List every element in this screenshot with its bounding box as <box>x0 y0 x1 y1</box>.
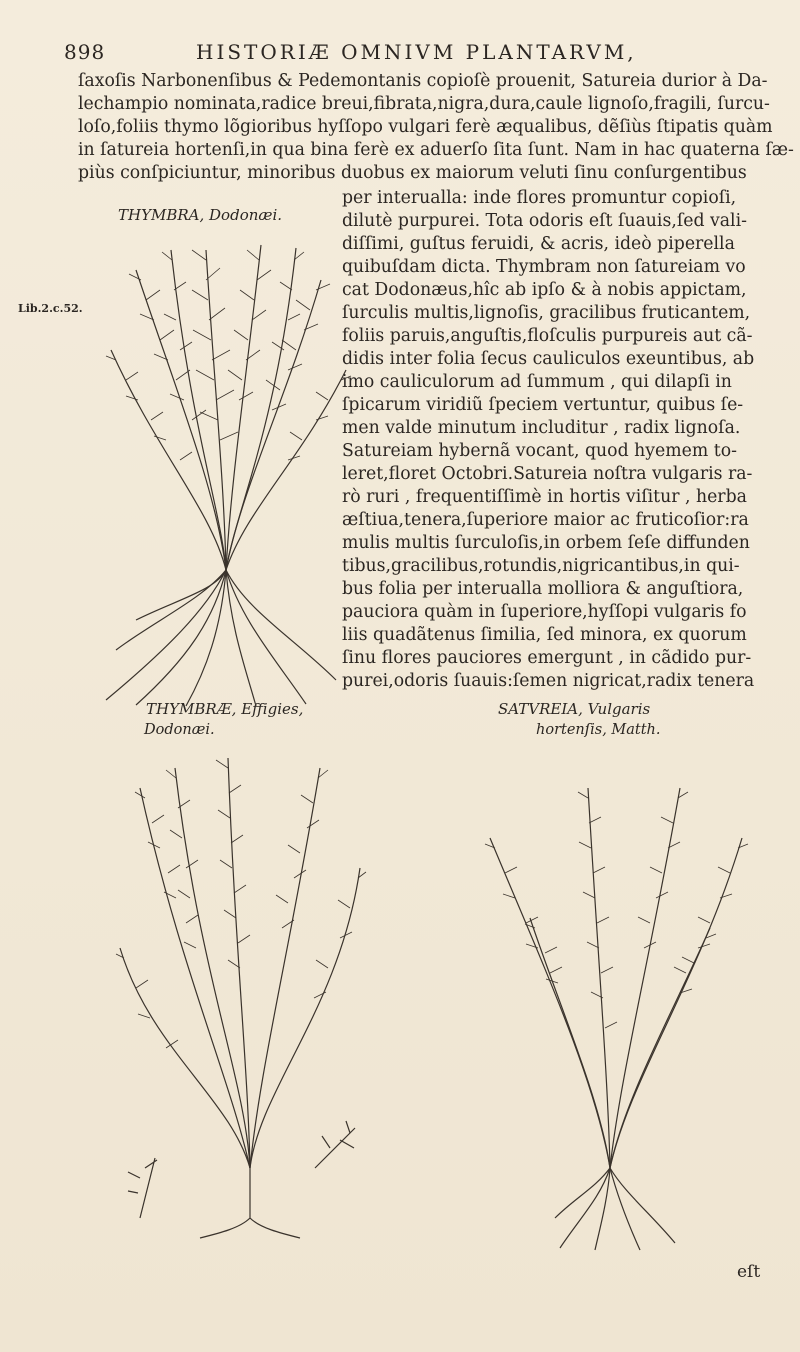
text-line: ſpicarum viridiũ ſpeciem vertuntur, quibus ſe- <box>342 395 744 415</box>
text-line: æſtiua,tenera,ſuperiore maior ac fruticoſior:ra <box>342 510 749 530</box>
text-line: quibuſdam dicta. Thymbram non ſatureiam vo <box>342 257 746 277</box>
text-line: per interualla: inde flores promuntur copioſi, <box>342 188 737 208</box>
text-line: cat Dodonæus,hîc ab ipſo & à nobis appictam, <box>342 280 747 300</box>
text-line: tibus,gracilibus,rotundis,nigricantibus,in qui- <box>342 556 740 576</box>
text-line: ſurculis multis,lignoſis, gracilibus fruticantem, <box>342 303 751 323</box>
figure-caption-satureia: SATVREIA, Vulgaris <box>498 700 651 718</box>
text-line: dilutè purpurei. Tota odoris eſt ſuauis,ſed vali- <box>342 211 747 231</box>
text-line: purei,odoris ſuauis:ſemen nigricat,radix tenera <box>342 671 755 691</box>
text-line: leret,floret Octobri.Satureia noſtra vulgaris ra- <box>342 464 753 484</box>
figure-caption-effigies: THYMBRÆ, Effigies, <box>146 700 304 718</box>
running-title: HISTORIÆ OMNIVM PLANTARVM, <box>196 40 637 64</box>
figure-caption-thymbra: THYMBRA, Dodonæi. <box>118 206 283 224</box>
text-line: piùs conſpiciuntur, minoribus duobus ex maiorum veluti ſinu conſurgentibus <box>78 163 747 183</box>
figure-caption-satureia-author: hortenſis, Matth. <box>536 722 661 738</box>
text-line: mulis multis ſurculoſis,in orbem ſeſe diffunden <box>342 533 750 553</box>
text-line: foliis paruis,anguſtis,floſculis purpureis aut cã- <box>342 326 753 346</box>
text-line: liis quadãtenus ſimilia, ſed minora, ex quorum <box>342 625 747 645</box>
text-line: diſſimi, guſtus feruidi, & acris, ideò piperella <box>342 234 735 254</box>
catchword: eſt <box>737 1262 761 1282</box>
text-line: rò ruri , frequentiſſimè in hortis viſitur , herba <box>342 487 747 507</box>
text-line: in ſatureia hortenſi,in qua bina ferè ex aduerſo ſita ſunt. Nam in hac quaterna ſæ- <box>78 140 794 160</box>
margin-note: Lib.2.c.52. <box>18 302 83 315</box>
page-number: 898 <box>64 40 106 64</box>
text-line: imo cauliculorum ad ſummum , qui dilapſi in <box>342 372 732 392</box>
thymbra-woodcut <box>96 230 354 708</box>
text-line: men valde minutum includitur , radix lignoſa. <box>342 418 741 438</box>
text-line: didis inter folia ſecus cauliculos exeuntibus, ab <box>342 349 755 369</box>
text-line: Satureiam hybernã vocant, quod hyemem to- <box>342 441 737 461</box>
text-line: bus folia per interualla molliora & anguſtiora, <box>342 579 744 599</box>
thymbrae-effigies-woodcut <box>110 748 370 1240</box>
text-line: loſo,foliis thymo lõgioribus hyſſopo vulgari ferè æqualibus, dẽſiùs ſtipatis quàm <box>78 117 773 137</box>
text-line: lechampio nominata,radice breui,fibrata,nigra,dura,caule lignoſo,fragili, ſurcu- <box>78 94 770 114</box>
satureia-woodcut <box>480 778 750 1252</box>
text-line: pauciora quàm in ſuperiore,hyſſopi vulgaris fo <box>342 602 747 622</box>
text-line: ſaxoſis Narbonenſibus & Pedemontanis copioſè prouenit, Satureia durior à Da- <box>78 71 768 91</box>
text-line: ſinu flores pauciores emergunt , in cãdido pur- <box>342 648 752 668</box>
figure-caption-effigies-author: Dodonæi. <box>144 722 215 738</box>
